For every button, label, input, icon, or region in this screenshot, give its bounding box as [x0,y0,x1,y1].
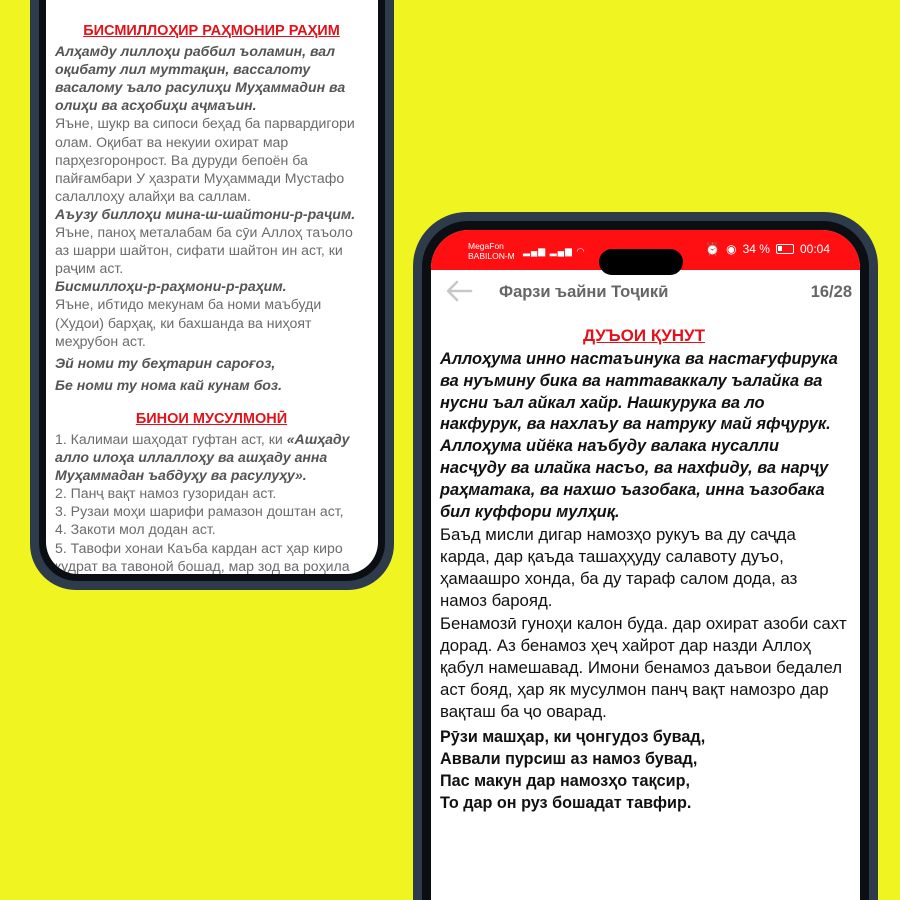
right-phone-screen[interactable] [431,230,860,900]
arabic-praise-text: Алҳамду лиллоҳи раббил ъоламин, вал оқибату лил муттақин, вассалоту васалому ъало расулиҳи Муҳаммадин ва олиҳи ва асҳобиҳи аҷмаъин. [55,43,346,114]
eye-comfort-icon: ◉ [726,242,737,256]
carrier-name: MegaFon [468,241,504,251]
list-item: 2. Панҷ вақт намоз гузоридан аст. [55,485,277,502]
status-bar [431,230,860,270]
status-right-group [705,242,830,256]
body-paragraph: Баъд мисли дигар намозҳо рукуъ ва ду саҷда карда, дар қаъда ташаҳҳуду салавоту дуъо, ҳамаашро хонда, ба ду тараф салом дода, аз намоз барояд. [440,525,798,611]
shahada-text: «Ашҳаду алло илоҳа иллаллоҳу ва ашҳаду анна Муҳаммадан ъабдуҳу ва расулуҳу». [55,430,350,484]
article-heading: ДУЪОИ ҚУНУТ [582,326,706,345]
signal-wifi-icon: ▂▄▆ ▂▄▆ ◠ [523,246,586,256]
app-bar [431,270,860,316]
list-item: 3. Рузаи моҳи шарифи рамазон доштан аст, [55,503,344,520]
left-phone-frame [30,0,394,590]
carrier-network: BABILON-M [468,251,515,261]
list-item [55,430,368,484]
dua-text: Аллоҳума инно настаъинука ва настағуфирука ва нуъмину бика ва наттаваккалу ъалайка ва нусни ъал айкал хайр. Нашкурука ва ло накфурук, ва нахлаъу ва натруку май яфҷурук. Аллоҳума ийёка наъбуду валака нусалли насҷуду ва илайка насъо, ва нахфиду, ва нарҷу раҳматака, ва нахшо ъазобака, инна ъазобака бил куффори мулҳиқ. [440,350,838,521]
verse-line: Аввали пурсиш аз намоз бувад, [440,750,698,769]
verse-line: То дар он руз бошадат тавфир. [440,794,692,813]
battery-percent: 34 % [742,242,770,256]
left-phone-bezel [39,0,385,581]
list-item: 4. Закоти мол додан аст. [55,521,216,538]
verse-line: Рӯзи машҳар, ки ҷонгудоз бувад, [440,728,706,747]
battery-icon [776,244,794,254]
app-title: Фарзи ъайни Тоҷикӣ [499,283,669,301]
section-heading: БИНОИ МУСУЛМОНӢ [135,410,288,427]
verse-line: Бе номи ту нома кай кунам боз. [55,376,283,393]
audhu-translation: Яъне, паноҳ металабам ба сӯи Аллоҳ таъоло аз шарри шайтон, сифати шайтон ин аст, ки раҷим аст. [55,224,353,277]
article-heading: БИСМИЛЛОҲИР РАҲМОНИР РАҲИМ [83,23,340,39]
list-item: 5. Тавофи хонаи Каъба кардан аст ҳар киро қудрат ва тавоной бошад, мар зод ва роҳила [55,539,350,574]
alarm-icon: ⏰ [705,242,721,256]
basmala-text: Бисмиллоҳи-р-раҳмони-р-раҳим. [55,278,287,295]
verse-line: Пас макун дар намозҳо тақсир, [440,772,690,791]
basmala-translation: Яъне, ибтидо мекунам ба номи маъбуди (Худои) барҳақ, ки бахшанда ва ниҳоят меҳрубон аст. [55,296,322,349]
list-item-text: 1. Калимаи шаҳодат гуфтан аст, ки [55,430,287,447]
right-article [440,326,848,814]
praise-translation: Яъне, шукр ва сипоси беҳад ба парвардигори олам. Оқибат ва некуии охират мар парҳезгоронрост. Ва дуруди бепоён ба пайғамбари У ҳазрати Муҳаммади Мустафо салаллоҳу алайҳи ва саллам. [55,115,355,204]
verse-line: Эй номи ту беҳтарин сароғоз, [55,354,276,371]
right-phone-frame [413,212,878,900]
back-arrow-icon[interactable] [445,279,475,305]
carrier-label [468,241,515,261]
right-phone-bezel [422,221,869,900]
audhu-text: Аъузу биллоҳи мина-ш-шайтони-р-раҷим. [55,205,356,222]
left-article [55,22,368,574]
camera-island [599,249,683,275]
page-counter: 16/28 [810,283,852,301]
clock: 00:04 [799,242,830,256]
body-paragraph: Бенамозӣ гуноҳи калон буда. дар охират азоби сахт дорад. Аз бенамоз ҳеҷ хайрот дар назди Аллоҳ қабул намешавад. Имони бенамоз даъвои бедалел аст бояд, ҳар як мусулмон панҷ вақт намозро дар вақташ ба ҷо оварад. [440,614,847,722]
left-phone-screen[interactable] [46,0,378,574]
